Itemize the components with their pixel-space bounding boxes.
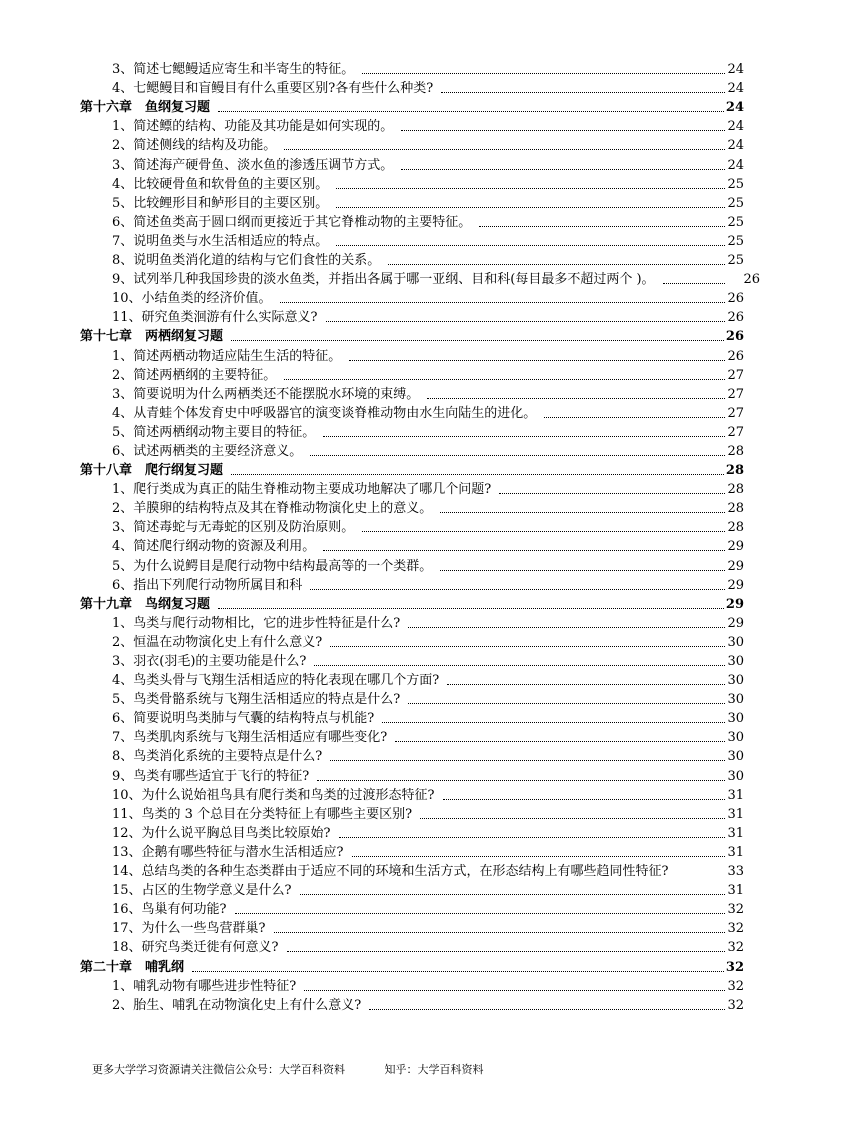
toc-chapter-heading[interactable] — [80, 957, 744, 976]
entry-title: 2、简述侧线的结构及功能。 — [112, 138, 277, 154]
toc-entry[interactable] — [80, 805, 744, 824]
dot-leader — [304, 990, 725, 991]
page-number: 33 — [727, 864, 744, 880]
dot-leader — [349, 360, 725, 361]
dot-leader — [310, 589, 725, 590]
toc-entry[interactable] — [80, 824, 744, 843]
dot-leader — [499, 493, 725, 494]
entry-title: 10、为什么说始祖鸟具有爬行类和鸟类的过渡形态特征? — [112, 787, 435, 803]
page-number: 32 — [727, 978, 744, 994]
page-number: 29 — [727, 577, 744, 593]
toc-entry[interactable] — [80, 537, 744, 556]
dot-leader — [663, 283, 726, 284]
page-number: 30 — [727, 654, 744, 669]
toc-entry[interactable] — [80, 366, 744, 385]
entry-title: 5、鸟类骨骼系统与飞翔生活相适应的特点是什么? — [112, 692, 401, 708]
page-number: 25 — [727, 176, 744, 192]
toc-entry[interactable] — [80, 499, 744, 518]
page-number: 31 — [727, 787, 744, 803]
entry-title: 2、简述两栖纲的主要特征。 — [112, 367, 277, 383]
toc-entry[interactable] — [80, 423, 744, 442]
page-number: 30 — [727, 749, 744, 765]
dot-leader — [235, 913, 726, 914]
entry-title: 2、羊膜卵的结构特点及其在脊椎动物演化史上的意义。 — [112, 501, 433, 517]
toc-entry[interactable] — [80, 270, 760, 289]
toc-chapter-heading[interactable] — [80, 327, 744, 346]
toc-chapter-heading[interactable] — [80, 461, 744, 480]
page-number: 30 — [727, 768, 744, 784]
toc-entry[interactable] — [80, 289, 744, 308]
dot-leader — [544, 417, 725, 418]
toc-entry[interactable] — [80, 747, 744, 766]
entry-title: 1、哺乳动物有哪些进步性特征? — [112, 978, 297, 994]
page-number: 26 — [725, 329, 744, 345]
dot-leader — [280, 302, 726, 303]
entry-title: 14、总结鸟类的各种生态类群由于适应不同的环境和生活方式，在形态结构上有哪些趋同性特征? — [112, 864, 669, 880]
page-number: 27 — [727, 386, 744, 402]
dot-leader — [401, 130, 725, 131]
entry-title: 7、鸟类肌肉系统与飞翔生活相适应有哪些变化? — [112, 730, 388, 746]
page-number: 30 — [727, 692, 744, 708]
page-number: 32 — [727, 921, 744, 937]
entry-title: 5、比较鲤形目和鲈形目的主要区别。 — [112, 195, 329, 211]
entry-title: 8、鸟类消化系统的主要特点是什么? — [112, 749, 323, 765]
page-number: 27 — [727, 367, 744, 383]
entry-title: 3、简述毒蛇与无毒蛇的区别及防治原则。 — [112, 520, 355, 536]
page-number: 28 — [727, 520, 744, 536]
entry-title: 17、为什么一些鸟营群巢? — [112, 921, 266, 937]
entry-title: 3、简述海产硬骨鱼、淡水鱼的渗透压调节方式。 — [112, 157, 394, 173]
toc-chapter-heading[interactable] — [80, 98, 744, 117]
entry-title: 2、胎生、哺乳在动物演化史上有什么意义? — [112, 997, 362, 1013]
toc-entry[interactable] — [80, 251, 744, 270]
toc-entry[interactable] — [80, 709, 744, 728]
entry-title: 4、比较硬骨鱼和软骨鱼的主要区别。 — [112, 176, 329, 192]
dot-leader — [336, 245, 725, 246]
page-number: 25 — [727, 195, 744, 211]
dot-leader — [382, 722, 725, 723]
toc-entry[interactable] — [80, 404, 744, 423]
toc-entry[interactable] — [80, 690, 744, 709]
toc-entry[interactable] — [80, 60, 744, 79]
page-number: 24 — [727, 119, 744, 135]
page-number: 26 — [727, 291, 744, 307]
page-number: 30 — [727, 634, 744, 650]
entry-title: 18、研究鸟类迁徙有何意义? — [112, 940, 279, 956]
page-number: 29 — [725, 596, 744, 612]
toc-entry[interactable] — [80, 900, 744, 919]
entry-title: 6、简要说明鸟类肺与气囊的结构特点与机能? — [112, 711, 375, 727]
dot-leader — [323, 550, 725, 551]
dot-leader — [395, 741, 725, 742]
page-number: 30 — [727, 673, 744, 689]
page-number: 32 — [725, 959, 744, 975]
table-of-contents — [80, 60, 760, 1015]
footer — [92, 1061, 484, 1077]
dot-leader — [362, 531, 725, 532]
page-number: 25 — [727, 253, 744, 269]
entry-title: 4、从青蛙个体发育史中呼吸器官的演变谈脊椎动物由水生向陆生的进化。 — [112, 405, 537, 421]
entry-title: 11、研究鱼类洄游有什么实际意义? — [112, 310, 318, 326]
page-number: 29 — [727, 558, 744, 574]
chapter-title: 第十九章 鸟纲复习题 — [80, 596, 211, 612]
toc-entry[interactable] — [80, 652, 744, 671]
entry-title: 2、恒温在动物演化史上有什么意义? — [112, 634, 323, 650]
page-number: 26 — [727, 348, 744, 364]
toc-entry[interactable] — [80, 671, 744, 690]
page-number: 28 — [725, 463, 744, 479]
entry-title: 1、爬行类成为真正的陆生脊椎动物主要成功地解决了哪几个问题? — [112, 482, 492, 498]
dot-leader — [420, 818, 725, 819]
dot-leader — [479, 226, 725, 227]
toc-entry[interactable] — [80, 308, 744, 327]
entry-title: 1、鸟类与爬行动物相比，它的进步性特征是什么? — [112, 615, 401, 631]
entry-title: 1、简述鳔的结构、功能及其功能是如何实现的。 — [112, 119, 394, 135]
page-number: 26 — [727, 310, 744, 326]
page-number: 27 — [727, 405, 744, 421]
dot-leader — [284, 149, 725, 150]
dot-leader — [218, 608, 724, 609]
entry-title: 5、简述两栖纲动物主要目的特征。 — [112, 424, 316, 440]
entry-title: 4、简述爬行纲动物的资源及利用。 — [112, 539, 316, 555]
dot-leader — [314, 665, 725, 666]
page-number: 25 — [727, 214, 744, 230]
entry-title: 11、鸟类的 3 个总目在分类特征上有哪些主要区别? — [112, 806, 413, 822]
entry-title: 3、简要说明为什么两栖类还不能摆脱水环境的束缚。 — [112, 386, 420, 402]
dot-leader — [192, 971, 724, 972]
toc-entry[interactable] — [80, 938, 744, 957]
entry-title: 3、简述七鳃鳗适应寄生和半寄生的特征。 — [112, 62, 355, 78]
toc-entry[interactable] — [80, 442, 744, 461]
toc-entry[interactable] — [80, 728, 744, 747]
entry-title: 9、试列举几种我国珍贵的淡水鱼类，并指出各属于哪一亚纲、目和科(每目最多不超过两个 )。 — [112, 272, 655, 288]
page-number: 24 — [727, 138, 744, 154]
entry-title: 7、说明鱼类与水生活相适应的特点。 — [112, 233, 329, 249]
toc-entry[interactable] — [80, 786, 744, 805]
dot-leader — [274, 932, 726, 933]
toc-entry[interactable] — [80, 862, 744, 881]
toc-entry[interactable] — [80, 480, 744, 499]
toc-entry[interactable] — [80, 79, 744, 98]
dot-leader — [427, 398, 725, 399]
page-number: 28 — [727, 443, 744, 459]
entry-title: 8、说明鱼类消化道的结构与它们食性的关系。 — [112, 253, 381, 269]
entry-title: 6、指出下列爬行动物所属目和科 — [112, 577, 303, 593]
toc-entry[interactable] — [80, 175, 744, 194]
toc-entry[interactable] — [80, 881, 744, 900]
entry-title: 1、简述两栖动物适应陆生生活的特征。 — [112, 348, 342, 364]
dot-leader — [336, 188, 725, 189]
dot-leader — [443, 799, 726, 800]
dot-leader — [284, 379, 725, 380]
dot-leader — [336, 207, 725, 208]
page-number: 24 — [727, 62, 744, 78]
dot-leader — [352, 856, 726, 857]
dot-leader — [447, 684, 725, 685]
toc-entry[interactable] — [80, 919, 744, 938]
toc-entry[interactable] — [80, 614, 744, 633]
entry-title: 4、鸟类头骨与飞翔生活相适应的特化表现在哪几个方面? — [112, 673, 440, 689]
dot-leader — [323, 436, 725, 437]
toc-entry[interactable] — [80, 633, 744, 652]
entry-title: 5、为什么说鳄目是爬行动物中结构最高等的一个类群。 — [112, 558, 433, 574]
toc-entry[interactable] — [80, 346, 744, 365]
toc-entry[interactable] — [80, 136, 744, 155]
page-number: 24 — [727, 81, 744, 97]
page-number: 28 — [727, 482, 744, 498]
chapter-title: 第二十章 哺乳纲 — [80, 959, 185, 975]
toc-entry[interactable] — [80, 996, 744, 1015]
dot-leader — [317, 780, 725, 781]
page-number: 30 — [727, 730, 744, 746]
toc-entry[interactable] — [80, 556, 744, 575]
dot-leader — [369, 1009, 725, 1010]
entry-title: 6、简述鱼类高于圆口纲而更接近于其它脊椎动物的主要特征。 — [112, 214, 472, 230]
dot-leader — [441, 92, 725, 93]
toc-entry[interactable] — [80, 576, 744, 595]
page-number: 31 — [727, 883, 744, 899]
page-number: 32 — [727, 940, 744, 956]
footer-wechat-note: 更多大学学习资源请关注微信公众号：大学百科资料 — [92, 1063, 345, 1076]
page-number: 31 — [727, 844, 744, 860]
dot-leader — [401, 169, 725, 170]
dot-leader — [440, 512, 725, 513]
toc-entry[interactable] — [80, 232, 744, 251]
toc-entry[interactable] — [80, 843, 744, 862]
page-number: 32 — [727, 997, 744, 1013]
chapter-title: 第十六章 鱼纲复习题 — [80, 100, 211, 116]
page-number: 26 — [743, 272, 760, 288]
dot-leader — [362, 73, 725, 74]
toc-entry[interactable] — [80, 155, 744, 174]
dot-leader — [330, 646, 725, 647]
dot-leader — [408, 703, 725, 704]
chapter-title: 第十八章 爬行纲复习题 — [80, 463, 224, 479]
entry-title: 9、鸟类有哪些适宜于飞行的特征? — [112, 768, 310, 784]
page-number: 24 — [725, 100, 744, 116]
dot-leader — [218, 111, 724, 112]
toc-entry[interactable] — [80, 117, 744, 136]
dot-leader — [326, 321, 726, 322]
page-number: 30 — [727, 711, 744, 727]
page-number: 29 — [727, 615, 744, 631]
dot-leader — [440, 570, 725, 571]
toc-entry[interactable] — [80, 518, 744, 537]
toc-entry[interactable] — [80, 194, 744, 213]
page-number: 27 — [727, 424, 744, 440]
toc-entry[interactable] — [80, 385, 744, 404]
dot-leader — [408, 627, 725, 628]
footer-zhihu-note: 知乎：大学百科资料 — [384, 1063, 484, 1076]
dot-leader — [231, 474, 724, 475]
page-number: 25 — [727, 233, 744, 249]
page-number: 24 — [727, 157, 744, 173]
dot-leader — [330, 760, 725, 761]
toc-entry[interactable] — [80, 213, 744, 232]
page-number: 31 — [727, 825, 744, 841]
entry-title: 6、试述两栖类的主要经济意义。 — [112, 443, 303, 459]
dot-leader — [339, 837, 726, 838]
dot-leader — [287, 951, 726, 952]
entry-title: 13、企鹅有哪些特征与潜水生活相适应? — [112, 844, 344, 860]
entry-title: 15、占区的生物学意义是什么? — [112, 883, 292, 899]
entry-title: 10、小结鱼类的经济价值。 — [112, 291, 272, 307]
dot-leader — [231, 340, 724, 341]
toc-entry[interactable] — [80, 766, 744, 785]
toc-chapter-heading[interactable] — [80, 595, 744, 614]
dot-leader — [310, 455, 725, 456]
entry-title: 16、鸟巢有何功能? — [112, 902, 227, 918]
entry-title: 3、羽衣(羽毛)的主要功能是什么? — [112, 654, 307, 669]
page-number: 32 — [727, 902, 744, 918]
dot-leader — [388, 264, 725, 265]
chapter-title: 第十七章 两栖纲复习题 — [80, 329, 224, 345]
page-number: 31 — [727, 806, 744, 822]
entry-title: 12、为什么说平胸总目鸟类比较原始? — [112, 825, 331, 841]
entry-title: 4、七鳃鳗目和盲鳗目有什么重要区别?各有些什么种类? — [112, 81, 434, 97]
page-number: 29 — [727, 539, 744, 555]
dot-leader — [300, 894, 726, 895]
toc-entry[interactable] — [80, 977, 744, 996]
page-number: 28 — [727, 501, 744, 517]
